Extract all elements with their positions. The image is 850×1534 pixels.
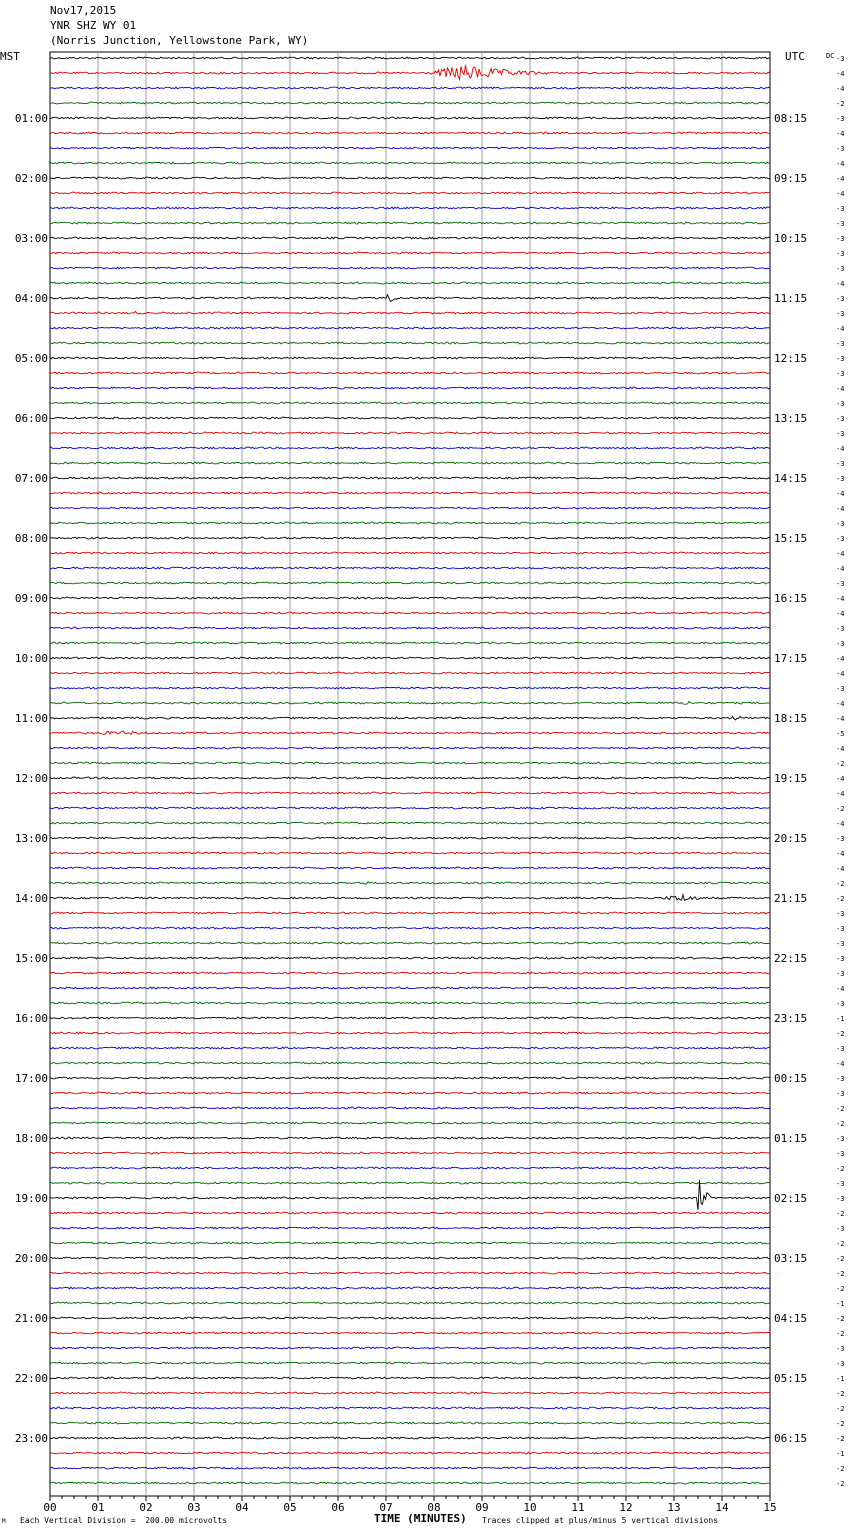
dc-offset-value: -3 bbox=[836, 1225, 845, 1233]
trace-row bbox=[50, 177, 770, 179]
trace-row bbox=[50, 1137, 770, 1139]
trace-row bbox=[50, 372, 770, 374]
trace-row bbox=[50, 942, 770, 944]
trace-row bbox=[50, 852, 770, 854]
dc-offset-value: -2 bbox=[836, 1465, 845, 1473]
trace-row bbox=[50, 477, 770, 479]
trace-row bbox=[50, 1092, 770, 1094]
dc-offset-value: -4 bbox=[836, 700, 845, 708]
trace-row bbox=[50, 1242, 770, 1244]
trace-row bbox=[50, 777, 770, 779]
left-hour-label: 21:00 bbox=[14, 1312, 48, 1325]
dc-offset-value: -4 bbox=[836, 325, 845, 333]
trace-row bbox=[50, 731, 770, 734]
trace-row bbox=[50, 342, 770, 344]
right-hour-label: 16:15 bbox=[774, 592, 808, 605]
left-hour-label: 06:00 bbox=[14, 412, 48, 425]
trace-row bbox=[50, 402, 770, 404]
dc-offset-value: -4 bbox=[836, 1060, 845, 1068]
trace-row bbox=[50, 972, 770, 974]
dc-offset-value: -2 bbox=[836, 1165, 845, 1173]
dc-offset-value: -1 bbox=[836, 1015, 845, 1023]
dc-offset-value: -2 bbox=[836, 1105, 845, 1113]
trace-row bbox=[50, 882, 770, 885]
dc-offset-value: -2 bbox=[836, 1210, 845, 1218]
trace-row bbox=[50, 387, 770, 389]
right-hour-label: 06:15 bbox=[774, 1432, 808, 1445]
dc-offset-value: -3 bbox=[836, 400, 845, 408]
trace-row bbox=[50, 612, 770, 614]
trace-row bbox=[50, 327, 770, 329]
dc-offset-value: -3 bbox=[836, 1345, 845, 1353]
right-hour-label: 15:15 bbox=[774, 532, 808, 545]
trace-row bbox=[50, 237, 770, 239]
right-hour-label: 14:15 bbox=[774, 472, 808, 485]
trace-row bbox=[50, 987, 770, 989]
dc-offset-value: -3 bbox=[836, 1135, 845, 1143]
trace-row bbox=[50, 567, 770, 569]
dc-offset-value: -4 bbox=[836, 670, 845, 678]
dc-offset-value: -2 bbox=[836, 1255, 845, 1263]
trace-row bbox=[50, 282, 770, 284]
left-hour-label: 19:00 bbox=[14, 1192, 48, 1205]
dc-offset-value: -4 bbox=[836, 565, 845, 573]
trace-row bbox=[50, 1332, 770, 1334]
dc-offset-value: -3 bbox=[836, 940, 845, 948]
right-hour-label: 08:15 bbox=[774, 112, 808, 125]
dc-offset-value: -4 bbox=[836, 85, 845, 93]
x-tick-label: 05 bbox=[283, 1501, 297, 1514]
dc-offset-value: -3 bbox=[836, 1150, 845, 1158]
dc-offset-value: -4 bbox=[836, 550, 845, 558]
dc-offset-value: -2 bbox=[836, 1030, 845, 1038]
dc-offset-value: -4 bbox=[836, 865, 845, 873]
trace-row bbox=[50, 582, 770, 584]
trace-row bbox=[50, 222, 770, 224]
dc-offset-value: -1 bbox=[836, 1450, 845, 1458]
dc-offset-value: -3 bbox=[836, 835, 845, 843]
dc-offset-value: -3 bbox=[836, 115, 845, 123]
dc-offset-value: -2 bbox=[836, 880, 845, 888]
left-timezone-label: MST bbox=[0, 50, 20, 63]
dc-offset-value: -4 bbox=[836, 820, 845, 828]
trace-row bbox=[50, 716, 770, 720]
dc-offset-value: -4 bbox=[836, 445, 845, 453]
x-tick-label: 07 bbox=[379, 1501, 393, 1514]
left-hour-label: 05:00 bbox=[14, 352, 48, 365]
right-hour-label: 19:15 bbox=[774, 772, 808, 785]
dc-offset-value: -3 bbox=[836, 925, 845, 933]
right-hour-label: 17:15 bbox=[774, 652, 808, 665]
dc-offset-label: DC bbox=[826, 52, 835, 60]
dc-offset-value: -3 bbox=[836, 1180, 845, 1188]
x-tick-label: 15 bbox=[763, 1501, 777, 1514]
trace-row bbox=[50, 1467, 770, 1469]
dc-offset-value: -3 bbox=[836, 1090, 845, 1098]
trace-row bbox=[50, 1212, 770, 1214]
clip-note: Traces clipped at plus/minus 5 vertical divisions bbox=[482, 1516, 719, 1525]
trace-row bbox=[50, 627, 770, 629]
dc-offset-value: -2 bbox=[836, 760, 845, 768]
dc-offset-value: -3 bbox=[836, 415, 845, 423]
x-tick-label: 14 bbox=[715, 1501, 729, 1514]
right-hour-label: 09:15 bbox=[774, 172, 808, 185]
dc-offset-value: -3 bbox=[836, 370, 845, 378]
trace-row bbox=[50, 1362, 770, 1364]
scale-note: Each Vertical Division = 200.00 microvolts bbox=[20, 1516, 228, 1525]
trace-row bbox=[50, 1002, 770, 1004]
dc-offset-value: -4 bbox=[836, 70, 845, 78]
right-hour-label: 20:15 bbox=[774, 832, 808, 845]
trace-row bbox=[50, 747, 770, 749]
left-hour-label: 01:00 bbox=[14, 112, 48, 125]
dc-offset-value: -2 bbox=[836, 1435, 845, 1443]
dc-offset-value: -3 bbox=[836, 460, 845, 468]
trace-row bbox=[50, 522, 770, 524]
right-hour-label: 23:15 bbox=[774, 1012, 808, 1025]
left-hour-label: 15:00 bbox=[14, 952, 48, 965]
trace-row bbox=[50, 927, 770, 929]
trace-row bbox=[50, 867, 770, 869]
x-tick-label: 06 bbox=[331, 1501, 345, 1514]
trace-row bbox=[50, 295, 770, 302]
right-hour-label: 03:15 bbox=[774, 1252, 808, 1265]
trace-row bbox=[50, 492, 770, 494]
x-tick-label: 11 bbox=[571, 1501, 585, 1514]
left-hour-label: 03:00 bbox=[14, 232, 48, 245]
dc-offset-value: -2 bbox=[836, 1420, 845, 1428]
trace-row bbox=[50, 957, 770, 959]
dc-offset-value: -1 bbox=[836, 1375, 845, 1383]
dc-offset-value: -3 bbox=[836, 625, 845, 633]
dc-offset-value: -4 bbox=[836, 190, 845, 198]
left-hour-label: 08:00 bbox=[14, 532, 48, 545]
dc-offset-value: -3 bbox=[836, 310, 845, 318]
right-hour-label: 13:15 bbox=[774, 412, 808, 425]
dc-offset-value: -4 bbox=[836, 745, 845, 753]
trace-row bbox=[50, 1482, 770, 1484]
dc-offset-value: -2 bbox=[836, 1315, 845, 1323]
dc-offset-value: -2 bbox=[836, 1330, 845, 1338]
left-hour-label: 23:00 bbox=[14, 1432, 48, 1445]
dc-offset-value: -3 bbox=[836, 1000, 845, 1008]
right-hour-label: 01:15 bbox=[774, 1132, 808, 1145]
dc-offset-value: -3 bbox=[836, 1075, 845, 1083]
trace-row bbox=[50, 147, 770, 149]
trace-row bbox=[50, 1257, 770, 1259]
dc-offset-value: -4 bbox=[836, 775, 845, 783]
dc-offset-value: -3 bbox=[836, 955, 845, 963]
header-location: (Norris Junction, Yellowstone Park, WY) bbox=[50, 34, 309, 47]
trace-row bbox=[50, 102, 770, 104]
dc-offset-value: -3 bbox=[836, 580, 845, 588]
trace-row bbox=[50, 87, 770, 89]
dc-offset-value: -3 bbox=[836, 145, 845, 153]
trace-row bbox=[50, 701, 770, 704]
header-date: Nov17,2015 bbox=[50, 4, 117, 17]
trace-row bbox=[50, 642, 770, 644]
left-hour-label: 09:00 bbox=[14, 592, 48, 605]
dc-offset-value: -2 bbox=[836, 1240, 845, 1248]
trace-row bbox=[50, 1077, 770, 1079]
trace-row bbox=[50, 1182, 770, 1184]
trace-row bbox=[50, 507, 770, 509]
trace-row bbox=[50, 672, 770, 674]
left-hour-label: 11:00 bbox=[14, 712, 48, 725]
dc-offset-value: -4 bbox=[836, 160, 845, 168]
trace-row bbox=[50, 657, 770, 659]
trace-row bbox=[50, 1047, 770, 1049]
dc-offset-value: -3 bbox=[836, 340, 845, 348]
trace-row bbox=[50, 252, 770, 254]
x-tick-label: 00 bbox=[43, 1501, 57, 1514]
trace-row bbox=[50, 837, 770, 839]
dc-offset-value: -4 bbox=[836, 655, 845, 663]
dc-offset-value: -3 bbox=[836, 970, 845, 978]
dc-offset-value: -3 bbox=[836, 295, 845, 303]
trace-row bbox=[50, 1062, 770, 1064]
trace-row bbox=[50, 1017, 770, 1019]
right-hour-label: 21:15 bbox=[774, 892, 808, 905]
trace-row bbox=[50, 792, 770, 794]
dc-offset-value: -3 bbox=[836, 220, 845, 228]
trace-row bbox=[50, 192, 770, 194]
x-axis-title: TIME (MINUTES) bbox=[374, 1512, 467, 1525]
trace-row bbox=[50, 1152, 770, 1154]
trace-row bbox=[50, 447, 770, 449]
dc-offset-value: -2 bbox=[836, 1390, 845, 1398]
right-hour-label: 12:15 bbox=[774, 352, 808, 365]
dc-offset-value: -4 bbox=[836, 985, 845, 993]
left-hour-label: 16:00 bbox=[14, 1012, 48, 1025]
trace-row bbox=[50, 57, 770, 59]
left-hour-label: 12:00 bbox=[14, 772, 48, 785]
trace-row bbox=[50, 1272, 770, 1274]
trace-row bbox=[50, 417, 770, 419]
trace-row bbox=[50, 132, 770, 134]
trace-row bbox=[50, 912, 770, 914]
right-hour-label: 04:15 bbox=[774, 1312, 808, 1325]
dc-offset-value: -1 bbox=[836, 1300, 845, 1308]
trace-row bbox=[50, 1317, 770, 1319]
trace-row bbox=[50, 65, 770, 79]
dc-offset-value: -2 bbox=[836, 895, 845, 903]
dc-offset-value: -3 bbox=[836, 640, 845, 648]
right-hour-label: 00:15 bbox=[774, 1072, 808, 1085]
x-tick-label: 09 bbox=[475, 1501, 489, 1514]
right-hour-label: 18:15 bbox=[774, 712, 808, 725]
right-hour-label: 22:15 bbox=[774, 952, 808, 965]
dc-offset-value: -3 bbox=[836, 205, 845, 213]
left-hour-label: 14:00 bbox=[14, 892, 48, 905]
trace-row bbox=[50, 1452, 770, 1454]
dc-offset-value: -2 bbox=[836, 1285, 845, 1293]
trace-row bbox=[50, 311, 770, 314]
x-tick-label: 12 bbox=[619, 1501, 633, 1514]
dc-offset-value: -4 bbox=[836, 175, 845, 183]
trace-row bbox=[50, 1422, 770, 1424]
trace-row bbox=[50, 1227, 770, 1229]
trace-row bbox=[50, 1032, 770, 1034]
x-tick-label: 10 bbox=[523, 1501, 537, 1514]
right-hour-label: 05:15 bbox=[774, 1372, 808, 1385]
dc-offset-value: -3 bbox=[836, 250, 845, 258]
trace-row bbox=[50, 895, 770, 901]
dc-offset-value: -2 bbox=[836, 1120, 845, 1128]
left-hour-label: 18:00 bbox=[14, 1132, 48, 1145]
dc-offset-value: -3 bbox=[836, 520, 845, 528]
left-hour-label: 13:00 bbox=[14, 832, 48, 845]
dc-offset-value: -4 bbox=[836, 505, 845, 513]
dc-offset-value: -2 bbox=[836, 805, 845, 813]
x-tick-label: 02 bbox=[139, 1501, 153, 1514]
right-hour-label: 02:15 bbox=[774, 1192, 808, 1205]
trace-row bbox=[50, 687, 770, 689]
trace-row bbox=[50, 1287, 770, 1289]
dc-offset-value: -4 bbox=[836, 715, 845, 723]
dc-offset-value: -3 bbox=[836, 535, 845, 543]
left-hour-label: 10:00 bbox=[14, 652, 48, 665]
trace-row bbox=[50, 1377, 770, 1379]
trace-row bbox=[50, 552, 770, 554]
dc-offset-value: -3 bbox=[836, 685, 845, 693]
trace-row bbox=[50, 1437, 770, 1439]
dc-offset-value: -2 bbox=[836, 1480, 845, 1488]
trace-row bbox=[50, 1180, 770, 1210]
dc-offset-value: -2 bbox=[836, 1270, 845, 1278]
x-tick-label: 01 bbox=[91, 1501, 105, 1514]
dc-offset-value: -3 bbox=[836, 430, 845, 438]
right-timezone-label: UTC bbox=[785, 50, 805, 63]
trace-row bbox=[50, 117, 770, 119]
header-station: YNR SHZ WY 01 bbox=[50, 19, 137, 32]
left-hour-label: 17:00 bbox=[14, 1072, 48, 1085]
dc-offset-value: -3 bbox=[836, 235, 845, 243]
dc-offset-value: -4 bbox=[836, 595, 845, 603]
dc-offset-value: -4 bbox=[836, 850, 845, 858]
trace-row bbox=[50, 267, 770, 269]
dc-offset-value: -3 bbox=[836, 1195, 845, 1203]
dc-offset-value: -2 bbox=[836, 1405, 845, 1413]
trace-row bbox=[50, 1167, 770, 1169]
dc-offset-value: -4 bbox=[836, 610, 845, 618]
trace-row bbox=[50, 597, 770, 599]
trace-row bbox=[50, 1302, 770, 1304]
trace-row bbox=[50, 1392, 770, 1394]
trace-row bbox=[50, 1122, 770, 1124]
dc-offset-value: -3 bbox=[836, 475, 845, 483]
right-hour-label: 11:15 bbox=[774, 292, 808, 305]
dc-offset-value: -3 bbox=[836, 355, 845, 363]
trace-row bbox=[50, 1347, 770, 1349]
left-hour-label: 22:00 bbox=[14, 1372, 48, 1385]
trace-row bbox=[50, 207, 770, 209]
trace-row bbox=[50, 822, 770, 824]
dc-offset-value: -3 bbox=[836, 1360, 845, 1368]
dc-offset-value: -3 bbox=[836, 1045, 845, 1053]
dc-offset-value: -4 bbox=[836, 490, 845, 498]
trace-row bbox=[50, 162, 770, 164]
dc-offset-value: -3 bbox=[836, 55, 845, 63]
left-hour-label: 20:00 bbox=[14, 1252, 48, 1265]
dc-offset-value: -4 bbox=[836, 790, 845, 798]
trace-row bbox=[50, 462, 770, 464]
trace-row bbox=[50, 432, 770, 434]
dc-offset-value: -5 bbox=[836, 730, 845, 738]
trace-row bbox=[50, 762, 770, 764]
x-tick-label: 08 bbox=[427, 1501, 441, 1514]
trace-row bbox=[50, 1407, 770, 1409]
x-tick-label: 03 bbox=[187, 1501, 201, 1514]
left-hour-label: 07:00 bbox=[14, 472, 48, 485]
dc-offset-value: -3 bbox=[836, 265, 845, 273]
trace-row bbox=[50, 807, 770, 809]
dc-offset-value: -4 bbox=[836, 280, 845, 288]
trace-row bbox=[50, 537, 770, 539]
corner-mark: M bbox=[2, 1518, 6, 1525]
left-hour-label: 02:00 bbox=[14, 172, 48, 185]
left-hour-label: 04:00 bbox=[14, 292, 48, 305]
x-tick-label: 04 bbox=[235, 1501, 249, 1514]
x-tick-label: 13 bbox=[667, 1501, 681, 1514]
dc-offset-value: -3 bbox=[836, 910, 845, 918]
trace-row bbox=[50, 357, 770, 359]
trace-row bbox=[50, 1107, 770, 1109]
dc-offset-value: -4 bbox=[836, 385, 845, 393]
dc-offset-value: -2 bbox=[836, 100, 845, 108]
right-hour-label: 10:15 bbox=[774, 232, 808, 245]
dc-offset-value: -4 bbox=[836, 130, 845, 138]
